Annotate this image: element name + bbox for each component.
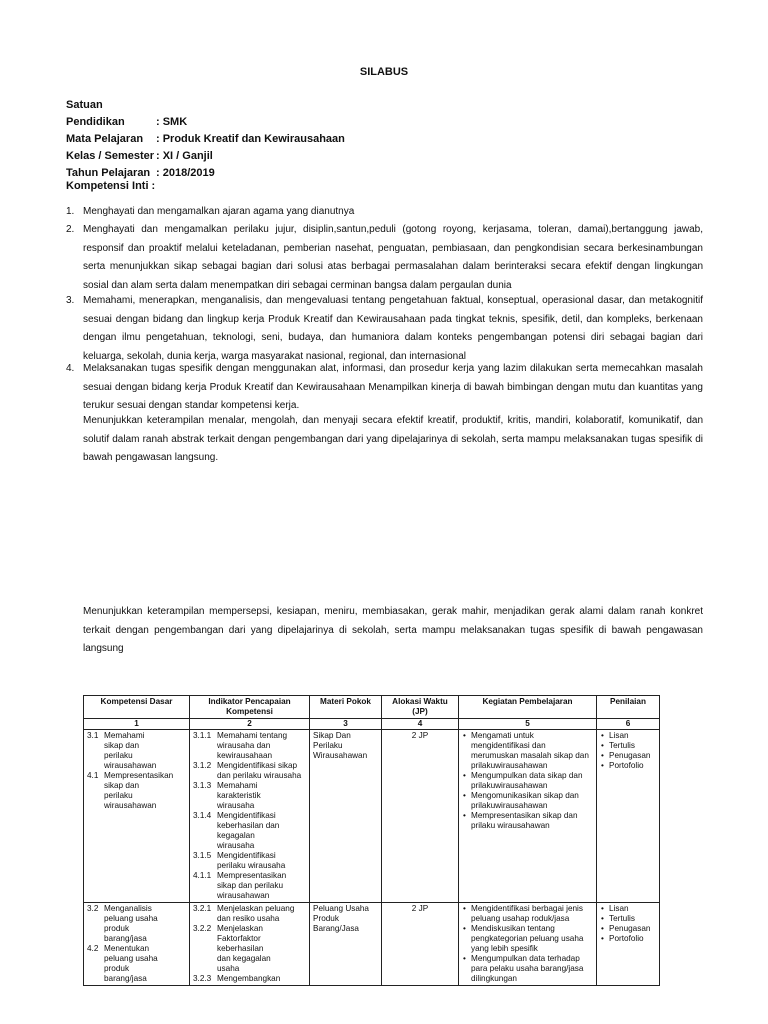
table-row — [84, 730, 660, 903]
list-item: • Lisan — [609, 731, 656, 741]
ki-item-3: Memahami, menerapkan, menganalisis, dan mengevaluasi tentang pengetahuan faktual, konseptual, operasional dasar, dan metakognitif sesuai dengan bidang dan lingkup kerja Produk Kreatif dan Kewirausahaan pada tingkat teknis, spesifik, detil, dan kompleks, berkenaan dengan ilmu pengetahuan, teknologi, seni, budaya, dan humaniora dalam konteks pengembangan potensi diri sebagai bagian dari keluarga, sekolah, dunia kerja, warga masyarakat nasional, regional, dan internasional — [83, 295, 703, 363]
list-item: • Penugasan — [609, 751, 656, 761]
ki-item-4-extra: Menunjukkan keterampilan menalar, mengolah, dan menyaji secara efektif kreatif, produktif, kritis, mandiri, kolaboratif, komunikatif, dan solutif dalam ranah abstrak terkait dengan pengembangan dari yang dipelajarinya di sekolah, serta mampu melaksanakan tugas spesifik di bawah pengawasan langsung. — [83, 415, 703, 464]
kd-cell: 3.2 Menganalisis peluang usaha produk barang/jasa 4.2 Menentukan peluang usaha produk barang/jasa — [84, 903, 190, 986]
list-item: • Mendiskusikan tentang pengkategorian peluang usaha yang lebih spesifik — [471, 924, 593, 954]
kegiatan-cell — [459, 730, 597, 903]
list-item: • Tertulis — [609, 914, 656, 924]
col-number: 5 — [459, 719, 597, 730]
waktu-cell: 2 JP — [382, 903, 459, 986]
meta-row: Satuan Pendidikan : SMK — [66, 99, 188, 128]
ki-number: 4. — [66, 363, 75, 374]
ki-item-1: Menghayati dan mengamalkan ajaran agama yang dianutnya — [83, 206, 355, 217]
list-item: • Mengomunikasikan sikap dan prilakuwirausahawan — [471, 791, 593, 811]
meta-row: Kelas / Semester : XI / Ganjil — [66, 150, 213, 162]
meta-block — [66, 97, 345, 182]
list-item: • Mempresentasikan sikap dan prilaku wirausahawan — [471, 811, 593, 831]
table-number-row — [84, 719, 660, 730]
kegiatan-cell — [459, 903, 597, 986]
page-title: SILABUS — [359, 66, 409, 78]
col-header: Penilaian — [597, 696, 660, 719]
penilaian-cell — [597, 903, 660, 986]
indikator-cell: 3.1.1 Memahami tentang wirausaha dan kewirausahaan 3.1.2 Mengidentifikasi sikap dan perilaku wirausaha 3.1.3 Memahami karakteristik wirausaha 3.1.4 Mengidentifikasi keberhasilan dan kegagalan wirausaha 3.1.5 Mengidentifikasi perilaku wirausaha 4.1.1 Mempresentasikan sikap dan perilaku wirausahawan — [190, 730, 310, 903]
ki-item-2: Menghayati dan mengamalkan perilaku jujur, disiplin,santun,peduli (gotong royong, kerjasama, toleran, damai),bertanggung jawab, responsif dan proaktif melalui keteladanan, pemberian nasehat, penguatan, pembiasaan, dan pengkondisian secara berkesinambungan serta menunjukkan sikap sebagai bagian dari solusi atas berbagai permasalahan dalam berinteraksi secara efektif dengan lingkungan sosial dan alam serta dalam menempatkan diri sebagai cerminan bangsa dalam pergaulan dunia — [83, 224, 703, 292]
kd-cell: 3.1 Memahami sikap dan perilaku wirausahawan 4.1 Mempresentasikan sikap dan perilaku wirausahawan — [84, 730, 190, 903]
list-item: • Lisan — [609, 904, 656, 914]
col-header: Materi Pokok — [310, 696, 382, 719]
ki-item-4-extra-2: Menunjukkan keterampilan mempersepsi, kesiapan, meniru, membiasakan, gerak mahir, menjadikan gerak alami dalam ranah konkret terkait dengan pengembangan dari yang dipelajarinya di sekolah, serta mampu melaksanakan tugas spesifik di bawah pengawasan langsung — [83, 606, 703, 655]
col-header: Kompetensi Dasar — [84, 696, 190, 719]
list-item: • Portofolio — [609, 934, 656, 944]
penilaian-cell — [597, 730, 660, 903]
list-item: • Mengidentifikasi berbagai jenis peluang usahap roduk/jasa — [471, 904, 593, 924]
col-number: 6 — [597, 719, 660, 730]
indikator-cell: 3.2.1 Menjelaskan peluang dan resiko usaha 3.2.2 Menjelaskan Faktorfaktor keberhasilan dan kegagalan usaha 3.2.3 Mengembangkan — [190, 903, 310, 986]
ki-heading: Kompetensi Inti : — [66, 180, 156, 192]
ki-number: 1. — [66, 206, 75, 217]
list-item: • Mengumpulkan data terhadap para pelaku usaha barang/jasa dilingkungan — [471, 954, 593, 984]
table-row — [84, 903, 660, 986]
meta-row: Mata Pelajaran : Produk Kreatif dan Kewirausahaan — [66, 133, 345, 145]
col-number: 4 — [382, 719, 459, 730]
ki-number: 3. — [66, 295, 75, 306]
col-number: 3 — [310, 719, 382, 730]
silabus-table — [83, 695, 660, 986]
col-number: 2 — [190, 719, 310, 730]
col-header: Kegiatan Pembelajaran — [459, 696, 597, 719]
materi-cell: Peluang Usaha Produk Barang/Jasa — [310, 903, 382, 986]
list-item: • Tertulis — [609, 741, 656, 751]
col-header: Indikator Pencapaian Kompetensi — [190, 696, 310, 719]
table-header-row — [84, 696, 660, 719]
list-item: • Portofolio — [609, 761, 656, 771]
col-header: Alokasi Waktu (JP) — [382, 696, 459, 719]
ki-number: 2. — [66, 224, 75, 235]
col-number: 1 — [84, 719, 190, 730]
ki-item-4: Melaksanakan tugas spesifik dengan menggunakan alat, informasi, dan prosedur kerja yang lazim dilakukan serta memecahkan masalah sesuai dengan bidang kerja Produk Kreatif dan Kewirausahaan Menampilkan kinerja di bawah bimbingan dengan mutu dan kuantitas yang terukur sesuai dengan standar kompetensi kerja. — [83, 363, 703, 412]
list-item: • Penugasan — [609, 924, 656, 934]
waktu-cell: 2 JP — [382, 730, 459, 903]
list-item: • Mengumpulkan data sikap dan prilakuwirausahawan — [471, 771, 593, 791]
meta-row: Tahun Pelajaran : 2018/2019 — [66, 167, 215, 179]
list-item: • Mengamati untuk mengidentifikasi dan merumuskan masalah sikap dan prilakuwirausahawan — [471, 731, 593, 771]
materi-cell: Sikap Dan Perilaku Wirausahawan — [310, 730, 382, 903]
